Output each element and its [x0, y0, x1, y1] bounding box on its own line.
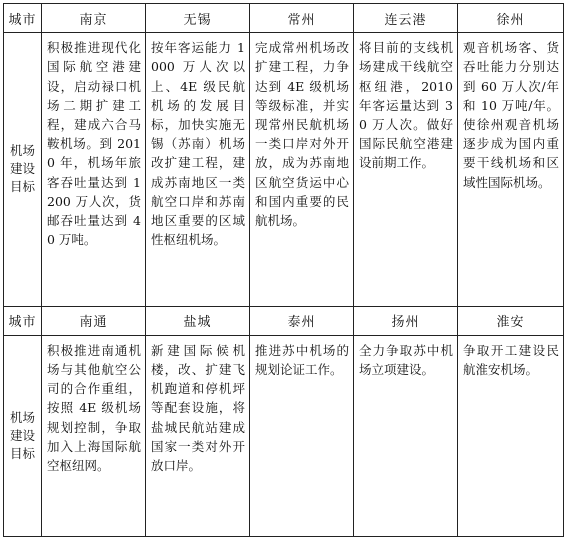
goal-cell-wuxi: 按年客运能力 1000 万人次以上、4E 级民航机场的发展目标，加快实施无锡（苏南）机场改扩建工程，建成苏南地区一类航空口岸和苏南地区重要的区域性枢纽机场。: [146, 33, 250, 307]
goal-cell-changzhou: 完成常州机场改扩建工程，力争达到 4E 级机场等级标准，并实现常州民航机场一类口岸对外开放，成为苏南地区航空货运中心和国内重要的民航机场。: [250, 33, 354, 307]
goal-cell-yangzhou: 全力争取苏中机场立项建设。: [354, 335, 458, 536]
city-header-nanjing: 南京: [42, 4, 146, 33]
goal-cell-yancheng: 新建国际候机楼，改、扩建飞机跑道和停机坪等配套设施，将盐城民航站建成国家一类对外开放口岸。: [146, 335, 250, 536]
city-header-lianyungang: 连云港: [354, 4, 458, 33]
goal-cell-xuzhou: 观音机场客、货吞吐能力分别达到 60 万人次/年和 10 万吨/年。使徐州观音机场逐步成为国内重要干线机场和区域性国际机场。: [458, 33, 564, 307]
header-row-2: [4, 306, 564, 335]
city-header-wuxi: 无锡: [146, 4, 250, 33]
city-header-xuzhou: 徐州: [458, 4, 564, 33]
airport-goals-table: [3, 3, 564, 537]
goal-row-1: [4, 33, 564, 307]
row-label: 机场建设目标: [4, 335, 42, 536]
city-header-huaian: 淮安: [458, 306, 564, 335]
goal-cell-nanjing: 积极推进现代化国际航空港建设，启动禄口机场二期扩建工程，建成六合马鞍机场。到 2010 年，机场年旅客吞吐量达到 1200 万人次，货邮吞吐量达到 40 万吨。: [42, 33, 146, 307]
corner-cell: 城市: [4, 4, 42, 33]
header-row-1: [4, 4, 564, 33]
city-header-taizhou: 泰州: [250, 306, 354, 335]
corner-cell: 城市: [4, 306, 42, 335]
goal-cell-huaian: 争取开工建设民航淮安机场。: [458, 335, 564, 536]
city-header-nantong: 南通: [42, 306, 146, 335]
goal-row-2: [4, 335, 564, 536]
goal-cell-taizhou: 推进苏中机场的规划论证工作。: [250, 335, 354, 536]
row-label: 机场建设目标: [4, 33, 42, 307]
goal-cell-lianyungang: 将目前的支线机场建成干线航空枢纽港，2010 年客运量达到 30 万人次。做好国际民航空港建设前期工作。: [354, 33, 458, 307]
city-header-changzhou: 常州: [250, 4, 354, 33]
city-header-yangzhou: 扬州: [354, 306, 458, 335]
goal-cell-nantong: 积极推进南通机场与其他航空公司的合作重组，按照 4E 级机场规划控制，争取加入上海国际航空枢纽网。: [42, 335, 146, 536]
city-header-yancheng: 盐城: [146, 306, 250, 335]
